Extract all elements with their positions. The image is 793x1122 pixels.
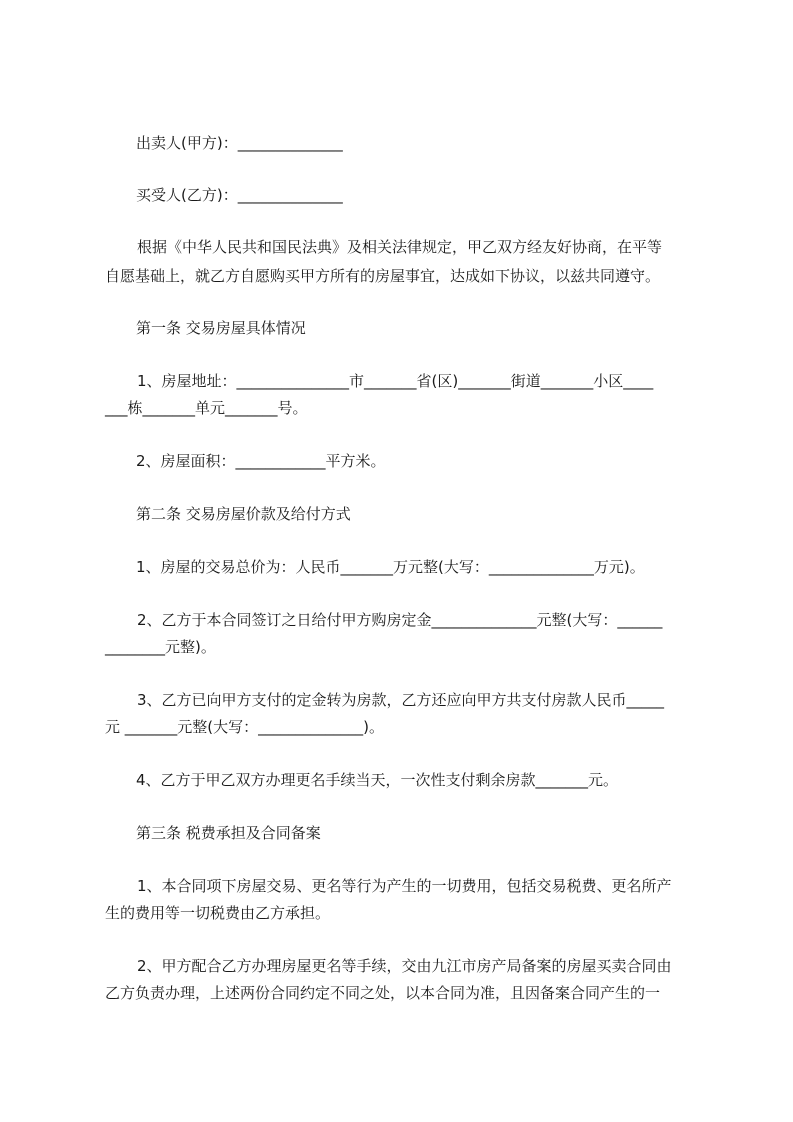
article-3-item-1-line-1: 1、本合同项下房屋交易、更名等行为产生的一切费用，包括交易税费、更名所产: [137, 877, 672, 895]
article-3-title: 第三条 税费承担及合同备案: [136, 824, 321, 842]
article-2-item-2-line-2: ________元整)。: [105, 638, 216, 656]
preamble-line-2: 自愿基础上，就乙方自愿购买甲方所有的房屋事宜，达成如下协议，以兹共同遵守。: [105, 267, 661, 285]
article-3-item-2-line-1: 2、甲方配合乙方办理房屋更名等手续，交由九江市房产局备案的房屋买卖合同由: [137, 957, 672, 975]
article-1-item-2: 2、房屋面积：____________平方米。: [136, 452, 386, 470]
article-1-item-1-line-2: ___栋_______单元_______号。: [105, 399, 308, 417]
article-2-item-1: 1、房屋的交易总价为：人民币_______万元整(大写：______________万元)。: [136, 558, 645, 576]
article-2-item-3-line-1: 3、乙方已向甲方支付的定金转为房款，乙方还应向甲方共支付房款人民币_____: [137, 691, 665, 709]
preamble-line-1: 根据《中华人民共和国民法典》及相关法律规定，甲乙双方经友好协商，在平等: [137, 238, 663, 256]
article-1-title: 第一条 交易房屋具体情况: [136, 319, 306, 337]
buyer-line: 买受人(乙方)：______________: [136, 186, 343, 204]
article-2-item-2-line-1: 2、乙方于本合同签订之日给付甲方购房定金______________元整(大写：______: [137, 611, 663, 629]
article-1-item-1-line-1: 1、房屋地址：_______________市_______省(区)_______街道_______小区____: [137, 372, 654, 390]
seller-line: 出卖人(甲方)：______________: [136, 134, 343, 152]
article-3-item-2-line-2: 乙方负责办理，上述两份合同约定不同之处，以本合同为准，且因备案合同产生的一: [105, 984, 661, 1002]
article-2-title: 第二条 交易房屋价款及给付方式: [136, 505, 351, 523]
article-2-item-3-line-2: 元 _______元整(大写：______________)。: [105, 718, 384, 736]
article-3-item-1-line-2: 生的费用等一切税费由乙方承担。: [105, 904, 331, 922]
article-2-item-4: 4、乙方于甲乙双方办理更名手续当天，一次性支付剩余房款_______元。: [136, 771, 619, 789]
